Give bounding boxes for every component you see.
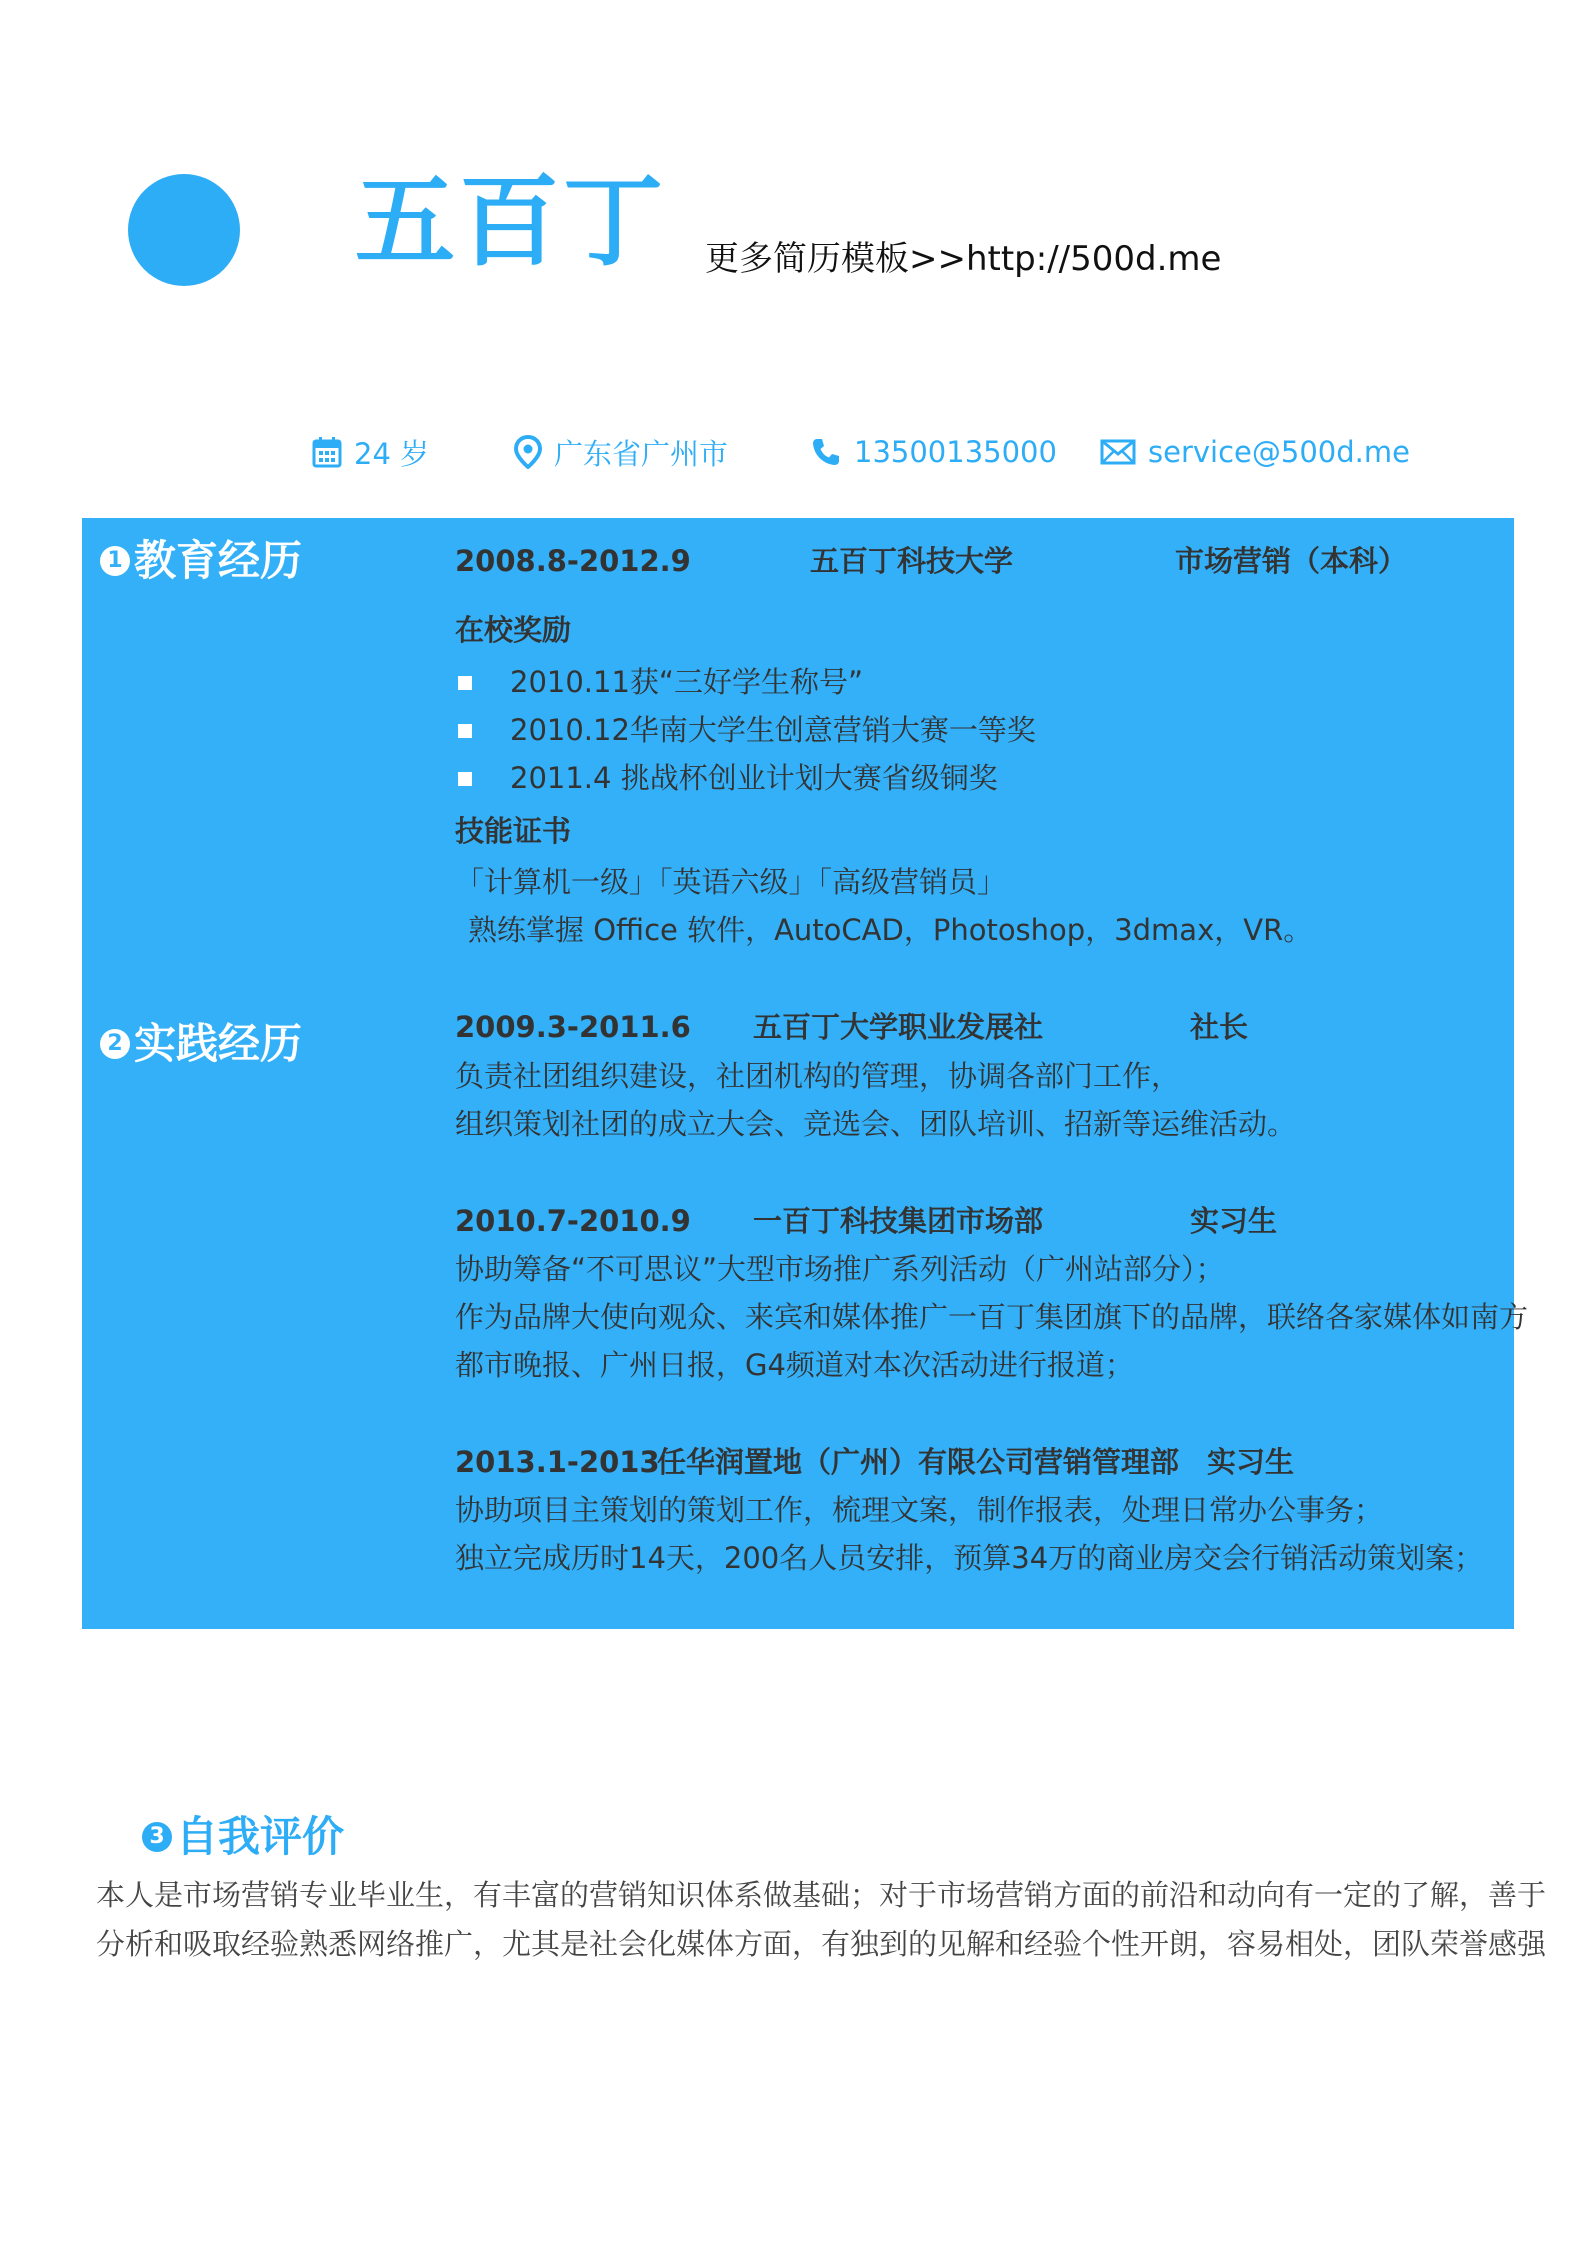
- location-text: 广东省广州市: [554, 436, 729, 471]
- contact-age: [312, 432, 429, 472]
- awards-title: 在校奖励: [455, 613, 572, 647]
- self-eval-text: 本人是市场营销专业毕业生，有丰富的营销知识体系做基础；对于市场营销方面的前沿和动向有一定的了解，善于: [96, 1878, 1547, 1912]
- education-school: 五百丁科技大学: [810, 544, 1014, 578]
- award-item: 2011.4 挑战杯创业计划大赛省级铜奖: [510, 761, 998, 795]
- practice-desc: 协助筹备“不可思议”大型市场推广系列活动（广州站部分）；: [455, 1252, 1225, 1286]
- practice-desc: 协助项目主策划的策划工作，梳理文案，制作报表，处理日常办公事务；: [455, 1493, 1384, 1527]
- education-title-text: 教育经历: [134, 536, 303, 585]
- contact-email: [1100, 432, 1410, 472]
- practice-org: 任华润置地（广州）有限公司营销管理部: [657, 1445, 1180, 1479]
- phone-icon: [810, 436, 842, 468]
- section-number-badge: 2: [100, 1029, 130, 1059]
- education-major: 市场营销（本科）: [1175, 544, 1408, 578]
- skills-certificates: 「计算机一级」「英语六级」「高级营销员」: [455, 865, 1007, 899]
- award-item: 2010.12华南大学生创意营销大赛一等奖: [510, 713, 1036, 747]
- practice-title-text: 实践经历: [134, 1019, 303, 1068]
- phone-text: 13500135000: [854, 435, 1057, 469]
- practice-org: 一百丁科技集团市场部: [753, 1204, 1044, 1238]
- location-pin-icon: [514, 435, 542, 469]
- practice-desc: 组织策划社团的成立大会、竞选会、团队培训、招新等运维活动。: [455, 1107, 1297, 1141]
- bullet: [458, 676, 472, 690]
- practice-desc: 都市晚报、广州日报，G4频道对本次活动进行报道；: [455, 1348, 1134, 1382]
- practice-period: 2009.3-2011.6: [455, 1010, 691, 1044]
- practice-period: 2013.1-2013: [455, 1445, 660, 1479]
- practice-role: 实习生: [1207, 1445, 1295, 1479]
- contact-location: [514, 432, 728, 472]
- resume-name: 五百丁: [355, 163, 667, 280]
- practice-role: 实习生: [1190, 1204, 1278, 1238]
- practice-desc: 独立完成历时14天，200名人员安排，预算34万的商业房交会行销活动策划案；: [455, 1541, 1484, 1575]
- email-text: service@500d.me: [1148, 435, 1410, 469]
- section-number-badge: 1: [100, 546, 130, 576]
- calendar-icon: [312, 436, 342, 468]
- bullet: [458, 772, 472, 786]
- skills-title: 技能证书: [455, 814, 572, 848]
- award-item: 2010.11获“三好学生称号”: [510, 665, 863, 699]
- practice-desc: 作为品牌大使向观众、来宾和媒体推广一百丁集团旗下的品牌，联络各家媒体如南方: [455, 1300, 1529, 1334]
- education-title: [100, 536, 303, 585]
- practice-org: 五百丁大学职业发展社: [753, 1010, 1044, 1044]
- section-number-badge: 3: [142, 1822, 172, 1852]
- contact-phone: [810, 432, 1057, 472]
- self-eval-title-text: 自我评价: [176, 1812, 345, 1861]
- age-text: 24 岁: [354, 436, 430, 471]
- bullet: [458, 724, 472, 738]
- self-eval-text: 分析和吸取经验熟悉网络推广，尤其是社会化媒体方面，有独到的见解和经验个性开朗，容易相处，团队荣誉感强: [96, 1927, 1547, 1961]
- practice-desc: 负责社团组织建设，社团机构的管理，协调各部门工作，: [455, 1059, 1181, 1093]
- self-eval-title: [142, 1812, 345, 1861]
- mail-icon: [1100, 439, 1136, 465]
- practice-period: 2010.7-2010.9: [455, 1204, 691, 1238]
- more-templates-link[interactable]: 更多简历模板>>http://500d.me: [705, 239, 1222, 279]
- skills-software: 熟练掌握 Office 软件，AutoCAD，Photoshop，3dmax，VR。: [468, 913, 1313, 947]
- avatar: [128, 174, 240, 286]
- practice-title: [100, 1019, 303, 1068]
- practice-role: 社长: [1190, 1010, 1249, 1044]
- education-period: 2008.8-2012.9: [455, 544, 691, 578]
